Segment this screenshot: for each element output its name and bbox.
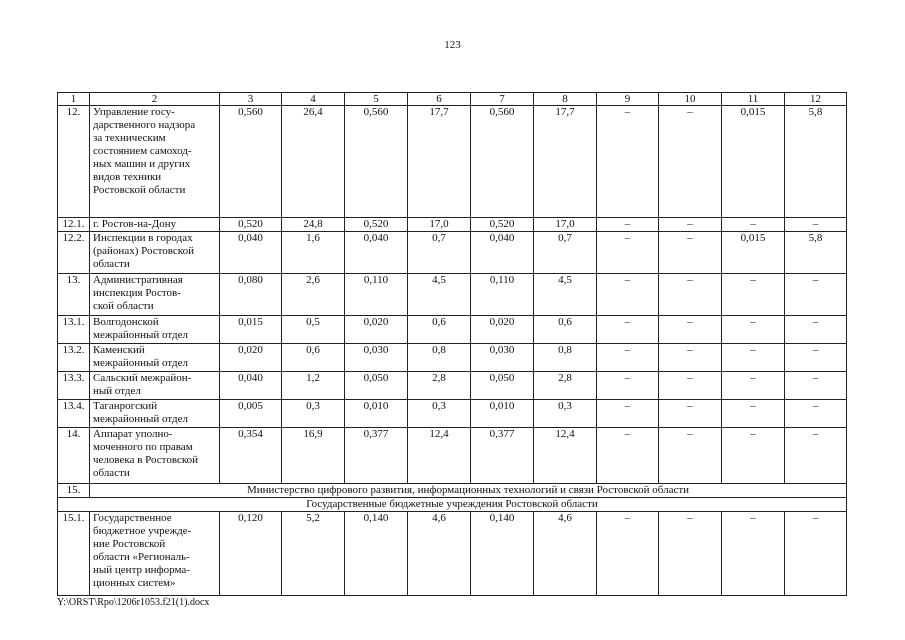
section-subtitle-row [58,498,847,512]
value-cell: 5,8 [785,106,847,218]
value-cell: – [659,372,722,400]
value-cell: 0,6 [534,316,597,344]
value-cell: 1,6 [282,232,345,274]
value-cell: – [785,372,847,400]
value-cell: 4,5 [408,274,471,316]
section-title: Министерство цифрового развития, информационных технологий и связи Ростовской области [90,484,847,498]
value-cell: – [597,232,659,274]
header-cell: 12 [785,93,847,106]
value-cell: – [722,512,785,596]
value-cell: – [722,372,785,400]
header-cell: 10 [659,93,722,106]
value-cell: 0,040 [220,232,282,274]
value-cell: 0,015 [220,316,282,344]
header-cell: 9 [597,93,659,106]
row-number: 12.2. [58,232,90,274]
footer-file-path: Y:\ORST\Rpo\1206r1053.f21(1).docx [57,597,210,608]
data-table [57,92,847,596]
value-cell: 0,040 [220,372,282,400]
value-cell: 0,7 [408,232,471,274]
value-cell: – [722,274,785,316]
row-number: 15. [58,484,90,498]
value-cell: – [597,316,659,344]
value-cell: 0,8 [408,344,471,372]
header-cell: 3 [220,93,282,106]
value-cell: 0,040 [471,232,534,274]
table-row [58,400,847,428]
value-cell: 0,5 [282,316,345,344]
header-cell: 1 [58,93,90,106]
value-cell: 0,520 [345,218,408,232]
table-row [58,232,847,274]
value-cell: 0,560 [471,106,534,218]
value-cell: 0,110 [345,274,408,316]
value-cell: 0,080 [220,274,282,316]
value-cell: 0,005 [220,400,282,428]
value-cell: – [785,400,847,428]
row-name: Управление госу- дарственного надзора за техническим состоянием самоход- ных машин и других видов техники Ростовской области [90,106,220,218]
page-number: 123 [444,39,461,51]
value-cell: – [722,218,785,232]
value-cell: – [785,344,847,372]
value-cell: – [597,512,659,596]
value-cell: 0,050 [471,372,534,400]
value-cell: – [659,316,722,344]
header-cell: 11 [722,93,785,106]
value-cell: 0,3 [408,400,471,428]
section-subtitle: Государственные бюджетные учреждения Ростовской области [58,498,847,512]
row-number: 12. [58,106,90,218]
value-cell: 0,520 [220,218,282,232]
row-number: 13.1. [58,316,90,344]
row-name: Сальский межрайон- ный отдел [90,372,220,400]
value-cell: 12,4 [408,428,471,484]
value-cell: 0,015 [722,106,785,218]
value-cell: 0,050 [345,372,408,400]
row-name: Административная инспекция Ростов- ской области [90,274,220,316]
value-cell: – [785,428,847,484]
value-cell: 0,040 [345,232,408,274]
value-cell: 0,560 [345,106,408,218]
value-cell: 0,520 [471,218,534,232]
table-row [58,218,847,232]
table-row [58,512,847,596]
value-cell: 4,6 [408,512,471,596]
value-cell: – [659,218,722,232]
value-cell: – [722,344,785,372]
value-cell: – [785,512,847,596]
value-cell: 4,5 [534,274,597,316]
header-cell: 7 [471,93,534,106]
value-cell: 17,0 [408,218,471,232]
value-cell: – [785,316,847,344]
header-cell: 4 [282,93,345,106]
value-cell: 0,010 [471,400,534,428]
table-row [58,274,847,316]
header-cell: 8 [534,93,597,106]
value-cell: 0,6 [282,344,345,372]
value-cell: 17,0 [534,218,597,232]
row-number: 14. [58,428,90,484]
row-number: 13.3. [58,372,90,400]
value-cell: 0,377 [471,428,534,484]
value-cell: 17,7 [534,106,597,218]
value-cell: 0,6 [408,316,471,344]
value-cell: 0,020 [471,316,534,344]
value-cell: 0,030 [345,344,408,372]
value-cell: 5,8 [785,232,847,274]
table-row [58,316,847,344]
value-cell: – [722,428,785,484]
row-number: 12.1. [58,218,90,232]
value-cell: – [659,106,722,218]
value-cell: – [597,400,659,428]
value-cell: 0,020 [220,344,282,372]
table-row [58,428,847,484]
value-cell: 16,9 [282,428,345,484]
value-cell: 0,020 [345,316,408,344]
value-cell: 4,6 [534,512,597,596]
value-cell: – [659,274,722,316]
value-cell: – [597,274,659,316]
value-cell: – [659,232,722,274]
value-cell: 0,3 [282,400,345,428]
header-cell: 6 [408,93,471,106]
table-row [58,372,847,400]
value-cell: – [597,218,659,232]
value-cell: 0,015 [722,232,785,274]
table-row [58,106,847,218]
value-cell: 0,010 [345,400,408,428]
header-cell: 5 [345,93,408,106]
value-cell: 1,2 [282,372,345,400]
section-title-row [58,484,847,498]
value-cell: 0,377 [345,428,408,484]
row-name: Инспекции в городах (районах) Ростовской области [90,232,220,274]
value-cell: 0,140 [471,512,534,596]
row-name: Аппарат уполно- моченного по правам человека в Ростовской области [90,428,220,484]
value-cell: 0,354 [220,428,282,484]
value-cell: – [597,372,659,400]
value-cell: – [597,428,659,484]
value-cell: – [785,218,847,232]
row-number: 13. [58,274,90,316]
value-cell: 0,120 [220,512,282,596]
value-cell: 26,4 [282,106,345,218]
row-number: 13.4. [58,400,90,428]
value-cell: 0,8 [534,344,597,372]
row-name: Каменский межрайонный отдел [90,344,220,372]
value-cell: 0,7 [534,232,597,274]
value-cell: 2,8 [408,372,471,400]
row-name: Волгодонской межрайонный отдел [90,316,220,344]
value-cell: 2,6 [282,274,345,316]
value-cell: 0,3 [534,400,597,428]
value-cell: – [722,400,785,428]
row-name: Таганрогский межрайонный отдел [90,400,220,428]
header-cell: 2 [90,93,220,106]
value-cell: 17,7 [408,106,471,218]
value-cell: – [659,400,722,428]
value-cell: 2,8 [534,372,597,400]
value-cell: – [785,274,847,316]
value-cell: 0,110 [471,274,534,316]
header-row [58,93,847,106]
value-cell: – [659,344,722,372]
value-cell: – [597,344,659,372]
value-cell: – [659,512,722,596]
row-number: 15.1. [58,512,90,596]
value-cell: 12,4 [534,428,597,484]
value-cell: 24,8 [282,218,345,232]
value-cell: 0,140 [345,512,408,596]
value-cell: – [722,316,785,344]
value-cell: – [659,428,722,484]
value-cell: 0,560 [220,106,282,218]
value-cell: – [597,106,659,218]
row-name: Государственное бюджетное учрежде- ние Ростовской области «Региональ- ный центр информа- ционных систем» [90,512,220,596]
row-number: 13.2. [58,344,90,372]
value-cell: 5,2 [282,512,345,596]
row-name: г. Ростов-на-Дону [90,218,220,232]
table-row [58,344,847,372]
value-cell: 0,030 [471,344,534,372]
